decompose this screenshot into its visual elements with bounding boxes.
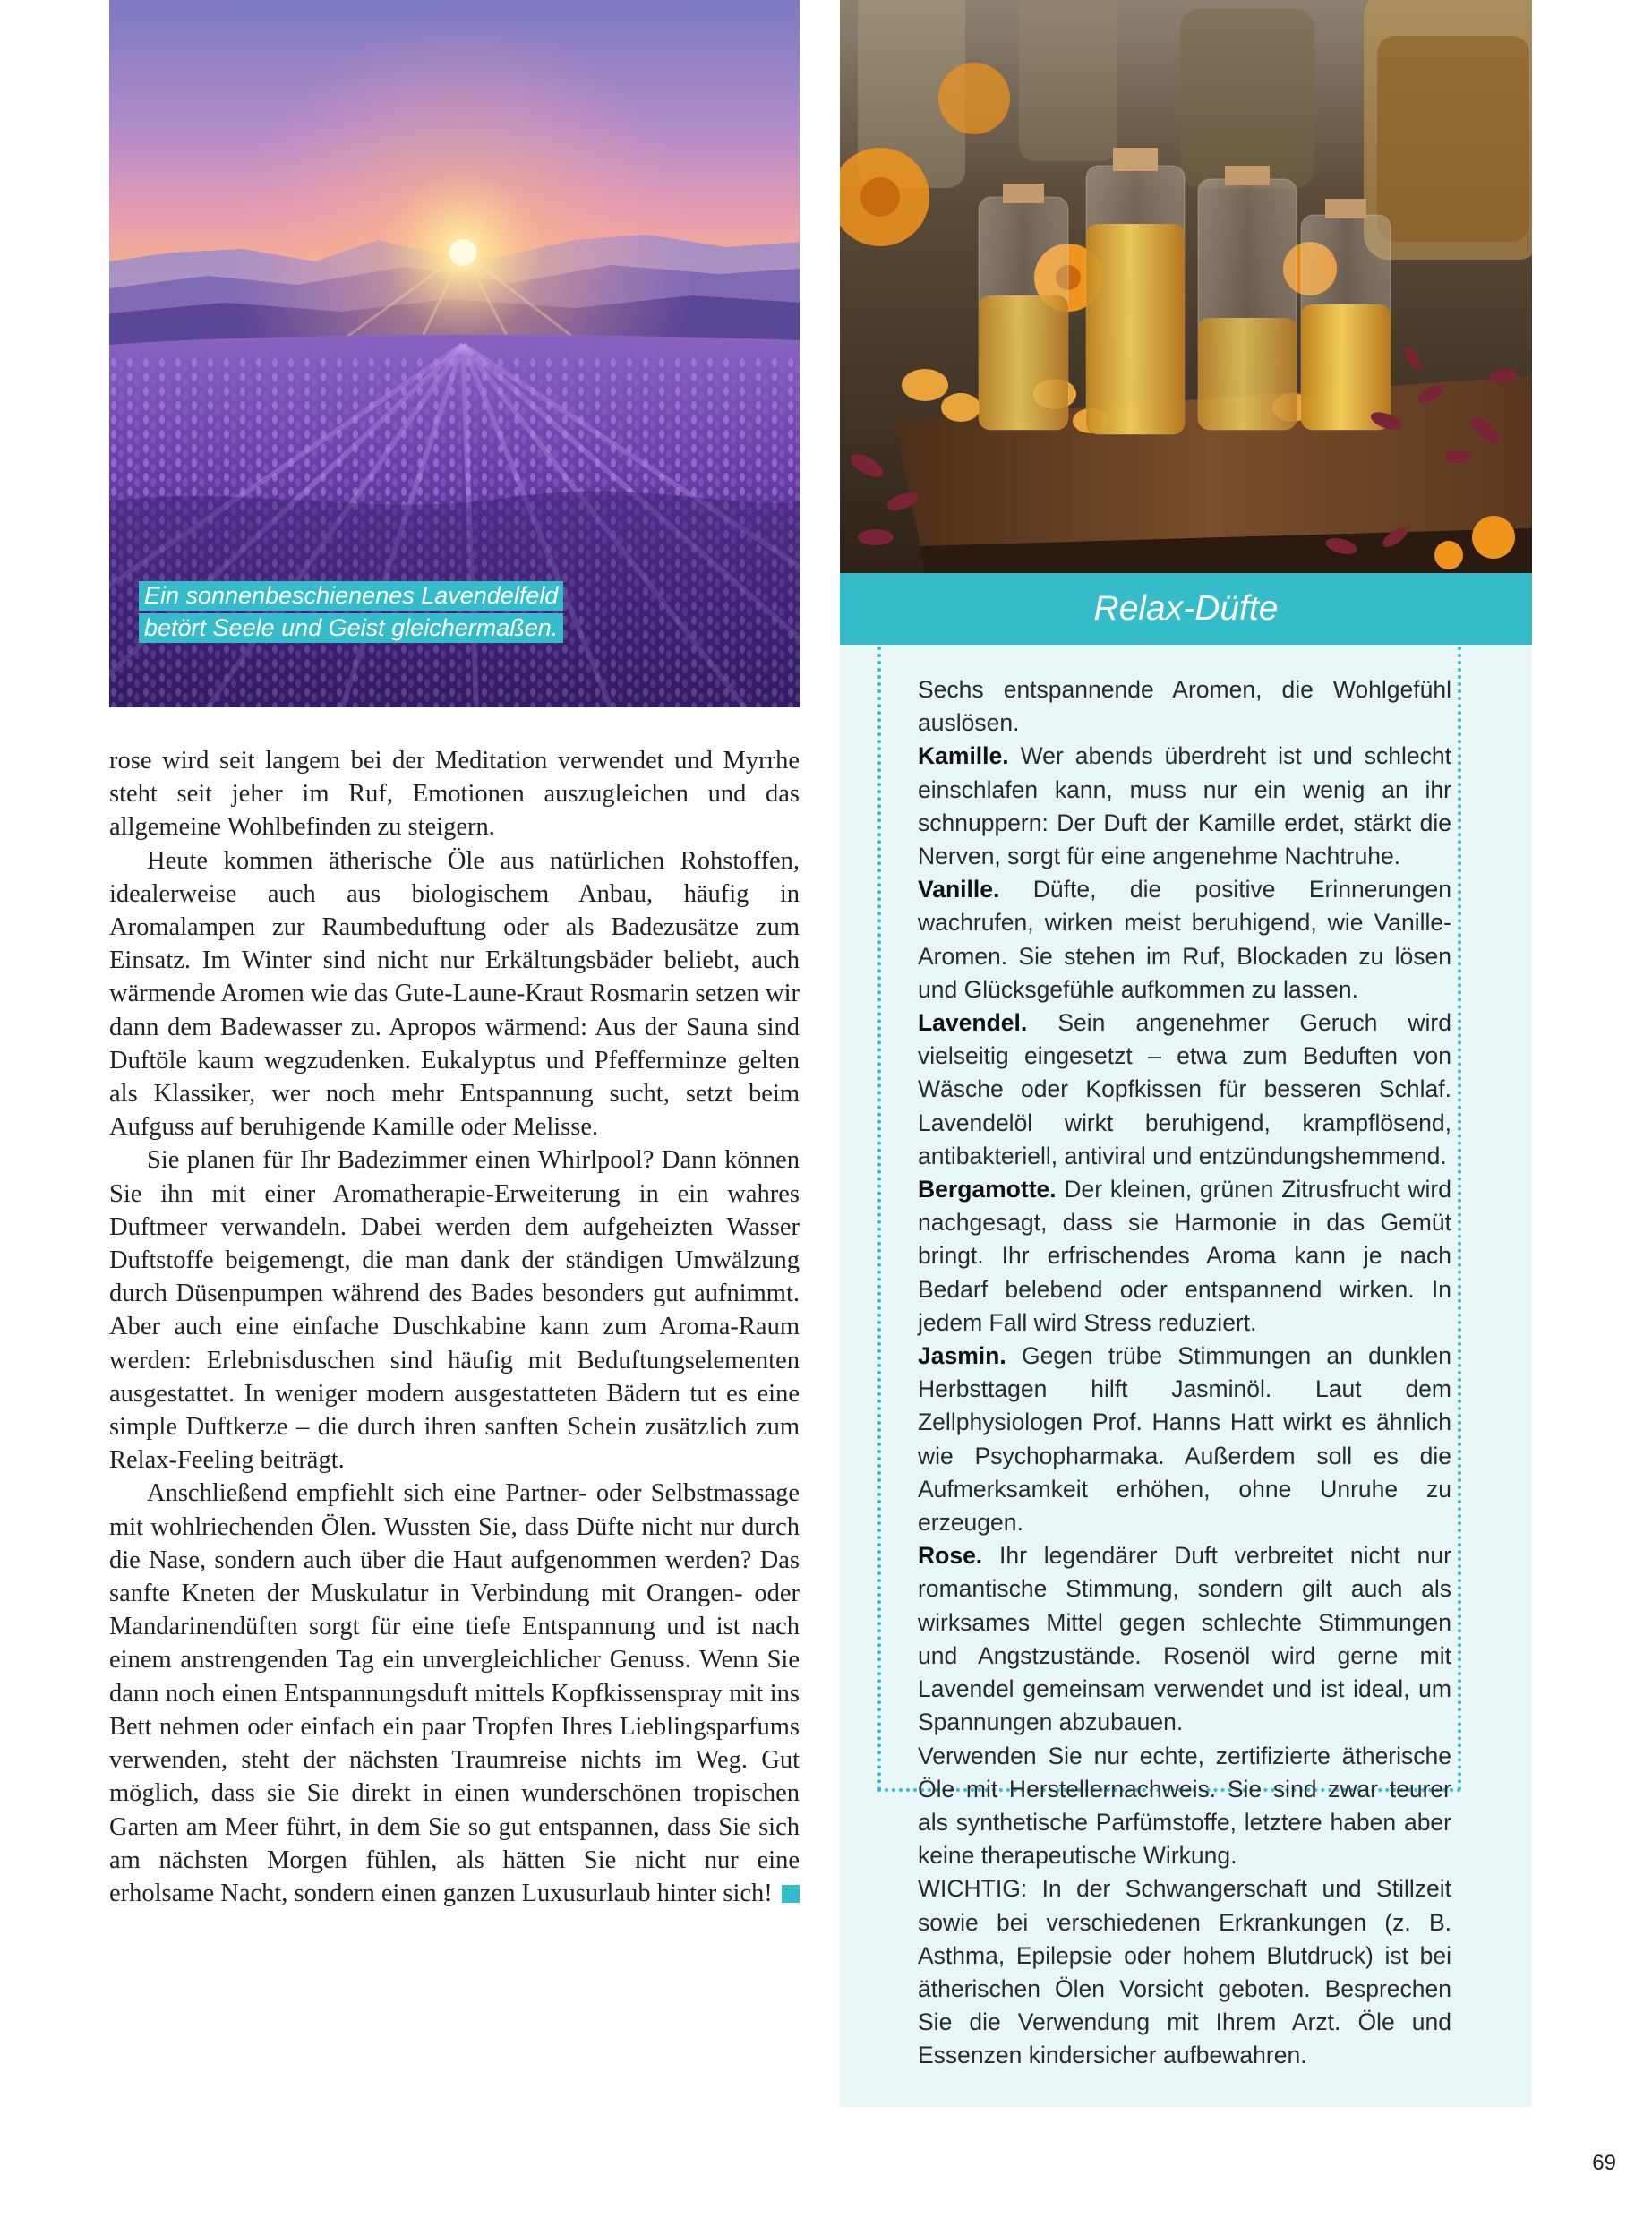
caption-line-2: betört Seele und Geist gleichermaßen. [139,613,563,643]
sidebar-warning: WICHTIG: In der Schwangerschaft und Stillzeit sowie bei verschiedenen Erkrankungen (z. B. Asthma, Epilepsie oder hohem Blutdruck) ist bei ätherischen Ölen Vorsicht geboten. Besprechen Sie die Verwendung mit Ihrem Arzt. Öle und Essenzen kindersicher aufbewahren. [918,1875,1451,2069]
sidebar-entry-bergamotte [918,1173,1451,1340]
sidebar-entry-rose [918,1539,1451,1739]
entry-text: Der kleinen, grünen Zitrusfrucht wird nachgesagt, dass sie Harmonie in das Gemüt bringt. Ihr erfrischendes Aroma kann je nach Bedarf belebend oder entspannend wirken. In jedem Fall wird Stress reduziert. [918,1176,1451,1336]
sidebar-title: Relax-Düfte [840,573,1532,645]
caption-line-1: Ein sonnenbeschienenes Lavendelfeld [139,581,563,611]
article-paragraph: Heute kommen ätherische Öle aus natürlichen Rohstoffen, idealerweise auch aus biologischem Anbau, häufig in Aromalampen zur Raumbeduftung oder als Badezusätze zum Einsatz. Im Winter sind nicht nur Erkältungsbäder beliebt, auch wärmende Aromen wie das Gute-Laune-Kraut Rosmarin setzen wir dann dem Badewasser zu. Apropos wärmend: Aus der Sauna sind Duftöle kaum wegzudenken. Eukalyptus und Pfefferminze gelten als Klassiker, wer noch mehr Entspannung sucht, setzt beim Aufguss auf beruhigende Kamille oder Melisse. [109,846,800,1142]
article-paragraph: Anschließend empfiehlt sich eine Partner- oder Selbstmassage mit wohlriechenden Ölen. Wussten Sie, dass Düfte nicht nur durch die Nase, sondern auch über die Haut aufgenommen werden? Das sanfte Kneten der Muskulatur in Verbindung mit Orangen- oder Mandarinendüften sorgt für eine tiefe Entspannung und ist nach einem anstrengenden Tag ein unvergleichlicher Genuss. Wenn Sie dann noch einen Entspannungsduft mittels Kopfkissenspray mit ins Bett nehmen oder einfach ein paar Tropfen Ihres Lieblingsparfums verwenden, steht der nächsten Traumreise nichts im Weg. Gut möglich, dass sie Sie direkt in einen wunderschönen tropischen Garten am Meer führt, in dem Sie so gut entspannen, dass Sie sich am nächsten Morgen fühlen, als hätten Sie nicht nur eine erholsame Nacht, sondern einen ganzen Luxusurlaub hinter sich! [109,1479,800,1907]
essential-oils-photo [840,0,1532,573]
entry-name: Rose. [918,1542,983,1570]
entry-text: Wer abends überdreht ist und schlecht einschlafen kann, muss nur ein wenig an ihr schnuppern: Der Duft der Kamille erdet, stärkt die Nerven, sorgt für eine angenehme Nachtruhe. [918,742,1451,870]
sidebar-entry-lavendel [918,1006,1451,1173]
entry-text: Düfte, die positive Erinnerungen wachrufen, wirken meist beruhigend, wie Vanille-Aromen. Sie stehen im Ruf, Blockaden zu lösen und Glücksgefühle aufkommen zu lassen. [918,876,1451,1003]
article-paragraph: Sie planen für Ihr Badezimmer einen Whirlpool? Dann können Sie ihn mit einer Aromatherapie-Erweiterung in ein wahres Duftmeer verwandeln. Dabei werden dem aufgeheizten Wasser Duftstoffe beigemengt, die man dank der ständigen Umwälzung durch Düsenpumpen während des Bades besonders gut aufnimmt. Aber auch eine einfache Duschkabine kann zum Aroma-Raum werden: Erlebnisduschen sind häufig mit Beduftungselementen ausgestattet. In weniger modern ausgestatteten Bädern tut es eine simple Duftkerze – die durch ihren sanften Schein zusätzlich zum Relax-Feeling beiträgt. [109,1146,800,1475]
sidebar-entry-jasmin [918,1340,1451,1539]
sidebar-intro: Sechs entspannende Aromen, die Wohlgefühl auslösen. [918,676,1451,737]
entry-name: Jasmin. [918,1342,1006,1370]
sidebar-note: Verwenden Sie nur echte, zertifizierte ätherische Öle mit Herstellernachweis. Sie sind zwar teurer als synthetische Parfümstoffe, letztere haben aber keine therapeutische Wirkung. [918,1742,1451,1870]
entry-name: Vanille. [918,876,1000,903]
entry-text: Gegen trübe Stimmungen an dunklen Herbsttagen hilft Jasminöl. Laut dem Zellphysiologen Prof. Hanns Hatt wirkt es ähnlich wie Psychopharmaka. Außerdem soll es die Aufmerksamkeit erhöhen, ohne Unruhe zu erzeugen. [918,1342,1451,1537]
article-end-mark [782,1885,800,1903]
article-paragraph: rose wird seit langem bei der Meditation verwendet und Myrrhe steht seit jeher im Ruf, Emotionen auszugleichen und das allgemeine Wohlbefinden zu steigern. [109,747,800,842]
sidebar-entry-vanille [918,873,1451,1006]
entry-text: Sein angenehmer Geruch wird vielseitig eingesetzt – etwa zum Beduften von Wäsche oder Kopfkissen für besseren Schlaf. Lavendelöl wirkt beruhigend, krampflösend, antibakteriell, antiviral und entzündungshemmend. [918,1009,1451,1169]
page-number: 69 [1592,2151,1616,2175]
article-body [109,744,800,1910]
entry-name: Lavendel. [918,1009,1028,1037]
entry-name: Kamille. [918,742,1009,770]
photo-caption [139,579,604,644]
entry-name: Bergamotte. [918,1176,1057,1203]
entry-text: Ihr legendärer Duft verbreitet nicht nur romantische Stimmung, sondern gilt auch als wirksames Mittel gegen schlechte Stimmungen und Angstzustände. Rosenöl wird gerne mit Lavendel gemeinsam verwendet und ist ideal, um Spannungen abzubauen. [918,1542,1451,1736]
sidebar-body [918,673,1451,2073]
sidebar-entry-kamille [918,740,1451,873]
